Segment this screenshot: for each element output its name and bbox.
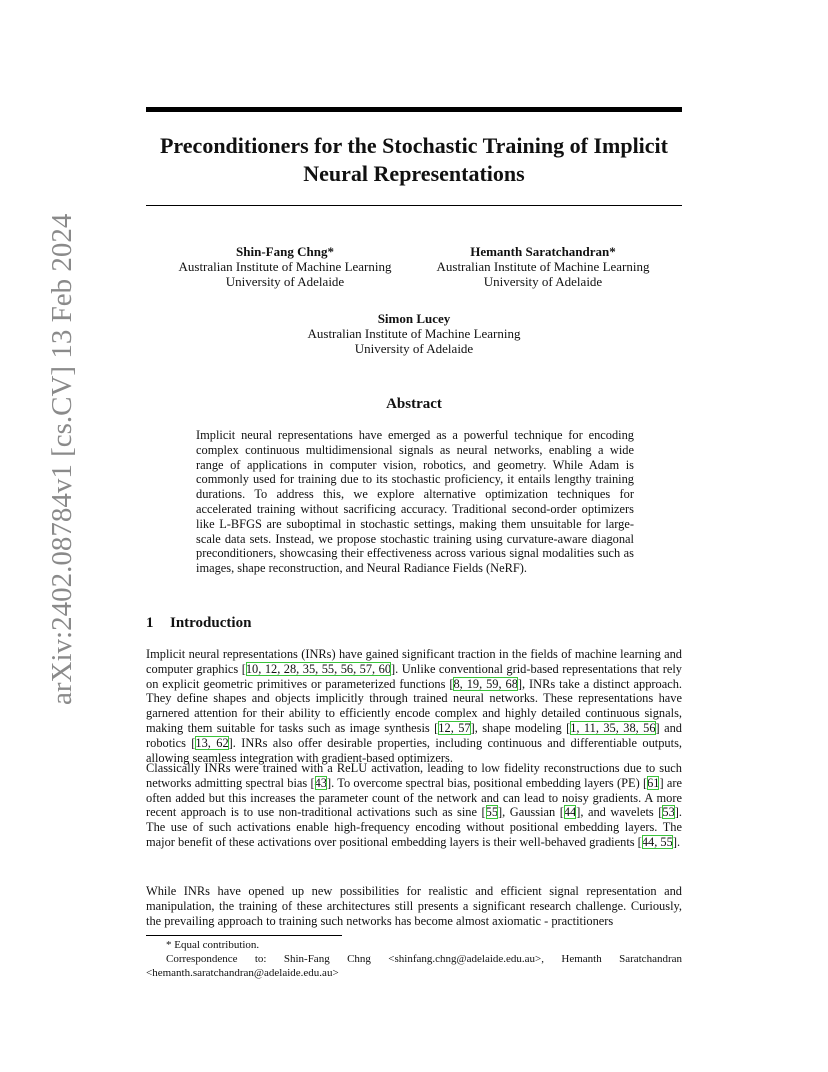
author-affiliation: Australian Institute of Machine Learning [307,326,521,341]
author-name: Simon Lucey [377,311,451,326]
citation-link[interactable]: 61 [647,775,660,790]
author-university: University of Adelaide [354,341,474,356]
text-run: ]. [672,834,681,849]
title-top-rule [146,107,682,112]
citation-link[interactable]: 55 [485,805,499,820]
author-affiliation: Australian Institute of Machine Learning [436,259,650,274]
title-bottom-rule [146,205,682,206]
abstract-text: Implicit neural representations have emerged as a powerful technique for encoding complex continuous multidimensional signals as neural networks, enabling a wide range of applications in computer vision, robotics, and geometry. While Adam is commonly used for training due to its stochastic proficiency, it entails lengthy training durations. To address this, we explore alternative optimization techniques for accelerated training without sacrificing accuracy. Traditional second-order optimizers like L-BFGS are suboptimal in stochastic settings, making them unsuitable for large-scale data sets. Instead, we propose stochastic training using curvature-aware diagonal preconditioners, showcasing their effectiveness across various signal modalities such as images, shape reconstruction, and Neural Radiance Fields (NeRF). [196,428,634,576]
author-block-3 [289,311,539,356]
citation-link[interactable]: 10, 12, 28, 35, 55, 56, 57, 60 [245,661,392,676]
intro-paragraph-1 [146,647,682,765]
author-block-2 [418,244,668,289]
author-affiliation: Australian Institute of Machine Learning [178,259,392,274]
citation-link[interactable]: 43 [314,775,327,790]
author-name: Shin-Fang Chng* [236,244,334,259]
text-run: ], Gaussian [ [498,805,564,820]
citation-link[interactable]: 44, 55 [641,834,673,849]
text-run: ]. The use of such activations enable high-frequency encoding without positional embedding layers. The major benefit of these activations over positional embedding layers is their well-behaved gradients [ [146,805,683,849]
text-run: ] and robotics [ [146,720,682,750]
author-block-1 [160,244,410,289]
section-number: 1 [146,615,154,631]
citation-link[interactable]: 12, 57 [438,720,471,735]
footnote-correspondence: Correspondence to: Shin-Fang Chng <shinfang.chng@adelaide.edu.au>, Hemanth Saratchandran <hemanth.saratchandran@adelaide.edu.au> [146,953,682,979]
arxiv-side-stamp: arXiv:2402.08784v1 [cs.CV] 13 Feb 2024 [46,213,78,705]
author-university: University of Adelaide [483,274,603,289]
text-run: ]. Unlike conventional grid-based representations that rely on explicit geometric primitives or parameterized functions [ [146,661,682,691]
text-run: Classically INRs were trained with a ReLU activation, leading to low fidelity reconstructions due to such networks admitting spectral bias [ [146,761,682,790]
intro-paragraph-3: While INRs have opened up new possibilities for realistic and efficient signal representation and manipulation, the training of these architectures still presents a significant research challenge. Curiously, the prevailing approach to training such networks has become almost axiomatic - practitioners [146,884,682,928]
intro-paragraph-2 [146,761,682,850]
author-name: Hemanth Saratchandran* [470,244,616,259]
author-university: University of Adelaide [225,274,345,289]
citation-link[interactable]: 8, 19, 59, 68 [453,676,518,691]
footnote-equal-contribution: * Equal contribution. [166,939,260,951]
citation-link[interactable]: 44 [563,805,577,820]
text-run: ] are often added but this increases the parameter count of the network and can lead to noisy gradients. A more recent approach is to use non-traditional activations such as sine [ [146,775,683,820]
text-run: ]. To overcome spectral bias, positional embedding layers (PE) [ [327,775,648,790]
section-title: Introduction [170,615,252,631]
text-run: ]. INRs also offer desirable properties, including continuous and differentiable outputs, allowing seamless integration with gradient-based optimizers. [146,735,682,765]
text-run: Implicit neural representations (INRs) have gained significant traction in the fields of machine learning and computer graphics [ [146,647,682,676]
text-run: ], INRs take a distinct approach. They define shapes and objects implicitly through trained neural networks. These representations have garnered attention for their ability to efficiently encode complex and highly detailed continuous signals, making them suitable for tasks such as image synthesis [ [146,676,683,735]
footnote-rule [146,935,342,936]
text-run: ], and wavelets [ [576,805,663,820]
text-run: ], shape modeling [ [470,720,571,735]
section-heading-introduction [146,614,682,632]
citation-link[interactable]: 53 [662,805,675,820]
citation-link[interactable]: 1, 11, 35, 38, 56 [570,720,656,735]
paper-title: Preconditioners for the Stochastic Training of Implicit Neural Representations [159,133,668,186]
citation-link[interactable]: 13, 62 [195,735,229,750]
abstract-heading: Abstract [386,396,442,412]
